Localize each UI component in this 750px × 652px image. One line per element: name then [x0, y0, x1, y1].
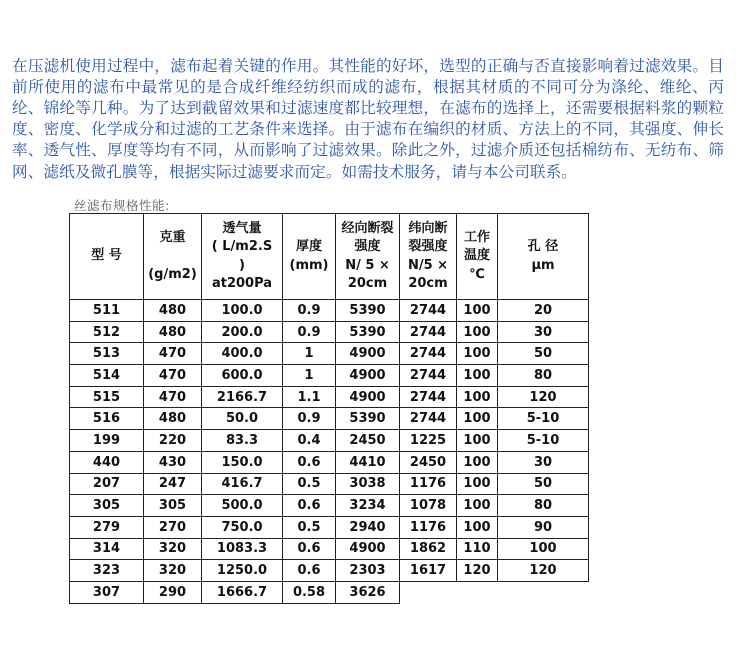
table-row [70, 538, 589, 560]
cell-weft-strength: 1225 [400, 430, 457, 452]
cell-warp-strength: 2940 [336, 516, 400, 538]
cell-model: 516 [70, 408, 144, 430]
cell-warp-strength: 4900 [336, 386, 400, 408]
cell-air-permeability: 750.0 [202, 516, 283, 538]
cell-thickness: 0.6 [283, 560, 336, 582]
cell-warp-strength: 4900 [336, 365, 400, 387]
cell-thickness: 0.4 [283, 430, 336, 452]
header-model [70, 214, 144, 300]
header-line: (g/m2) [148, 266, 197, 282]
cell-model: 513 [70, 343, 144, 365]
header-pore-size [498, 214, 589, 300]
table-row [70, 560, 589, 582]
cell-air-permeability: 416.7 [202, 473, 283, 495]
table-body [70, 300, 589, 604]
cell-weight: 320 [144, 538, 202, 560]
table-row [70, 343, 589, 365]
cell-air-permeability: 1250.0 [202, 560, 283, 582]
cell-working-temperature: 100 [457, 386, 498, 408]
cell-thickness: 0.9 [283, 321, 336, 343]
cell-weft-strength: 2744 [400, 300, 457, 322]
cell-pore-size: 50 [498, 473, 589, 495]
cell-air-permeability: 500.0 [202, 495, 283, 517]
cell-weft-strength: 1078 [400, 495, 457, 517]
cell-warp-strength: 5390 [336, 321, 400, 343]
header-row [70, 214, 589, 300]
cell-weight: 220 [144, 430, 202, 452]
header-line: 强度 [354, 239, 381, 254]
cell-air-permeability: 1666.7 [202, 581, 283, 603]
cell-pore-size: 90 [498, 516, 589, 538]
cell-weft-strength: 2744 [400, 365, 457, 387]
cell-weight: 480 [144, 321, 202, 343]
cell-weft-strength: 1176 [400, 473, 457, 495]
table-header [70, 214, 589, 300]
header-line: ℃ [469, 266, 485, 282]
header-line: (mm) [289, 257, 329, 273]
header-line: μm [531, 257, 555, 273]
header-line: N/ 5 × [345, 257, 390, 273]
table-row [70, 516, 589, 538]
cell-weft-strength: 1862 [400, 538, 457, 560]
cell-air-permeability: 83.3 [202, 430, 283, 452]
cell-thickness: 0.9 [283, 300, 336, 322]
table-row [70, 365, 589, 387]
cell-working-temperature: 110 [457, 538, 498, 560]
header-weight [144, 214, 202, 300]
cell-thickness: 1.1 [283, 386, 336, 408]
cell-model: 207 [70, 473, 144, 495]
cell-model: 279 [70, 516, 144, 538]
cell-model: 514 [70, 365, 144, 387]
cell-model: 323 [70, 560, 144, 582]
cell-warp-strength: 3234 [336, 495, 400, 517]
header-weft-strength [400, 214, 457, 300]
header-working-temperature [457, 214, 498, 300]
cell-air-permeability: 50.0 [202, 408, 283, 430]
cell-model: 305 [70, 495, 144, 517]
cell-pore-size: 5-10 [498, 408, 589, 430]
cell-pore-size: 120 [498, 560, 589, 582]
header-line: 工作 [463, 229, 490, 245]
cell-air-permeability: 100.0 [202, 300, 283, 322]
cell-working-temperature: 100 [457, 365, 498, 387]
cell-pore-size: 120 [498, 386, 589, 408]
cell-working-temperature: 100 [457, 343, 498, 365]
cell-working-temperature: 100 [457, 473, 498, 495]
cell-working-temperature: 100 [457, 300, 498, 322]
cell-pore-size: 50 [498, 343, 589, 365]
cell-pore-size: 80 [498, 495, 589, 517]
cell-working-temperature: 100 [457, 430, 498, 452]
cell-warp-strength: 2303 [336, 560, 400, 582]
cell-weight: 320 [144, 560, 202, 582]
cell-warp-strength: 4900 [336, 343, 400, 365]
header-line [144, 247, 201, 266]
header-line: 经向断裂 [341, 220, 394, 236]
header-line: 孔 径 [527, 239, 559, 254]
cell-pore-size: 30 [498, 321, 589, 343]
table-row [70, 581, 589, 603]
table-row [70, 300, 589, 322]
cell-weft-strength: 1617 [400, 560, 457, 582]
cell-weight: 470 [144, 386, 202, 408]
cell-weft-strength: 2744 [400, 408, 457, 430]
header-line: 透气量 [222, 220, 262, 236]
header-line: 克重 [159, 229, 186, 245]
cell-working-temperature: 100 [457, 321, 498, 343]
table-row [70, 430, 589, 452]
cell-thickness: 0.9 [283, 408, 336, 430]
cell-working-temperature: 100 [457, 408, 498, 430]
cell-air-permeability: 200.0 [202, 321, 283, 343]
cell-working-temperature: 100 [457, 451, 498, 473]
table-row [70, 386, 589, 408]
header-line: N/5 × [407, 257, 449, 273]
cell-weight: 470 [144, 365, 202, 387]
cell-weight: 470 [144, 343, 202, 365]
cell-model: 440 [70, 451, 144, 473]
cell-pore-size: 80 [498, 365, 589, 387]
cell-warp-strength: 4410 [336, 451, 400, 473]
cell-model: 307 [70, 581, 144, 603]
cell-model: 199 [70, 430, 144, 452]
header-thickness [283, 214, 336, 300]
cell-working-temperature: 100 [457, 495, 498, 517]
cell-warp-strength: 5390 [336, 300, 400, 322]
cell-warp-strength: 3038 [336, 473, 400, 495]
cell-model: 515 [70, 386, 144, 408]
cell-weight: 305 [144, 495, 202, 517]
cell-weft-strength: 2744 [400, 321, 457, 343]
intro-paragraph: 在压滤机使用过程中，滤布起着关键的作用。其性能的好坏，选型的正确与否直接影响着过滤效果。目前所使用的滤布中最常见的是合成纤维经纺织而成的滤布，根据其材质的不同可分为涤纶、维纶、丙纶、锦纶等几种。为了达到截留效果和过滤速度都比较理想，在滤布的选择上，还需要根据料浆的颗粒度、密度、化学成分和过滤的工艺条件来选择。由于滤布在编织的材质、方法上的不同，其强度、伸长率、透气性、厚度等均有不同，从而影响了过滤效果。除此之外，过滤介质还包括棉纺布、无纺布、筛网、滤纸及微孔膜等，根据实际过滤要求而定。如需技术服务，请与本公司联系。 [12, 56, 724, 181]
cell-warp-strength: 4900 [336, 538, 400, 560]
header-warp-strength [336, 214, 400, 300]
cell-thickness: 0.5 [283, 516, 336, 538]
header-line: 裂强度 [408, 239, 448, 254]
table-row [70, 408, 589, 430]
table-row [70, 321, 589, 343]
header-line: ( L/m2.S [211, 239, 273, 254]
table-row [70, 451, 589, 473]
header-line: 纬向断 [408, 220, 448, 236]
table-row [70, 473, 589, 495]
cell-thickness: 0.6 [283, 538, 336, 560]
cell-weight: 247 [144, 473, 202, 495]
filter-cloth-spec-table [69, 213, 589, 604]
cell-thickness: 0.6 [283, 451, 336, 473]
cell-thickness: 0.5 [283, 473, 336, 495]
cell-air-permeability: 1083.3 [202, 538, 283, 560]
cell-weight: 290 [144, 581, 202, 603]
cell-weft-strength: 2744 [400, 343, 457, 365]
cell-weft-strength: 1176 [400, 516, 457, 538]
cell-warp-strength: 3626 [336, 581, 400, 603]
header-line: 型 号 [91, 248, 122, 264]
cell-pore-size: 20 [498, 300, 589, 322]
cell-thickness: 0.58 [283, 581, 336, 603]
cell-pore-size: 100 [498, 538, 589, 560]
cell-thickness: 1 [283, 365, 336, 387]
header-air-permeability [202, 214, 283, 300]
cell-warp-strength: 5390 [336, 408, 400, 430]
cell-model: 511 [70, 300, 144, 322]
header-line: at200Pa [211, 276, 273, 291]
cell-weight: 480 [144, 408, 202, 430]
cell-air-permeability: 400.0 [202, 343, 283, 365]
cell-pore-size: 30 [498, 451, 589, 473]
cell-model: 512 [70, 321, 144, 343]
cell-air-permeability: 600.0 [202, 365, 283, 387]
header-line: 20cm [408, 276, 448, 291]
cell-model: 314 [70, 538, 144, 560]
header-line: 温度 [463, 248, 490, 264]
header-line: 20cm [347, 276, 388, 291]
cell-thickness: 0.6 [283, 495, 336, 517]
header-line: 厚度 [295, 239, 322, 254]
cell-weft-strength: 2450 [400, 451, 457, 473]
cell-working-temperature: 120 [457, 560, 498, 582]
cell-pore-size: 5-10 [498, 430, 589, 452]
cell-warp-strength: 2450 [336, 430, 400, 452]
cell-weight: 430 [144, 451, 202, 473]
cell-weight: 270 [144, 516, 202, 538]
cell-weight: 480 [144, 300, 202, 322]
cell-thickness: 1 [283, 343, 336, 365]
table-row [70, 495, 589, 517]
cell-air-permeability: 150.0 [202, 451, 283, 473]
cell-weft-strength: 2744 [400, 386, 457, 408]
cell-air-permeability: 2166.7 [202, 386, 283, 408]
table-caption: 丝滤布规格性能: [74, 198, 170, 213]
cell-working-temperature: 100 [457, 516, 498, 538]
header-line: ) [239, 257, 245, 273]
